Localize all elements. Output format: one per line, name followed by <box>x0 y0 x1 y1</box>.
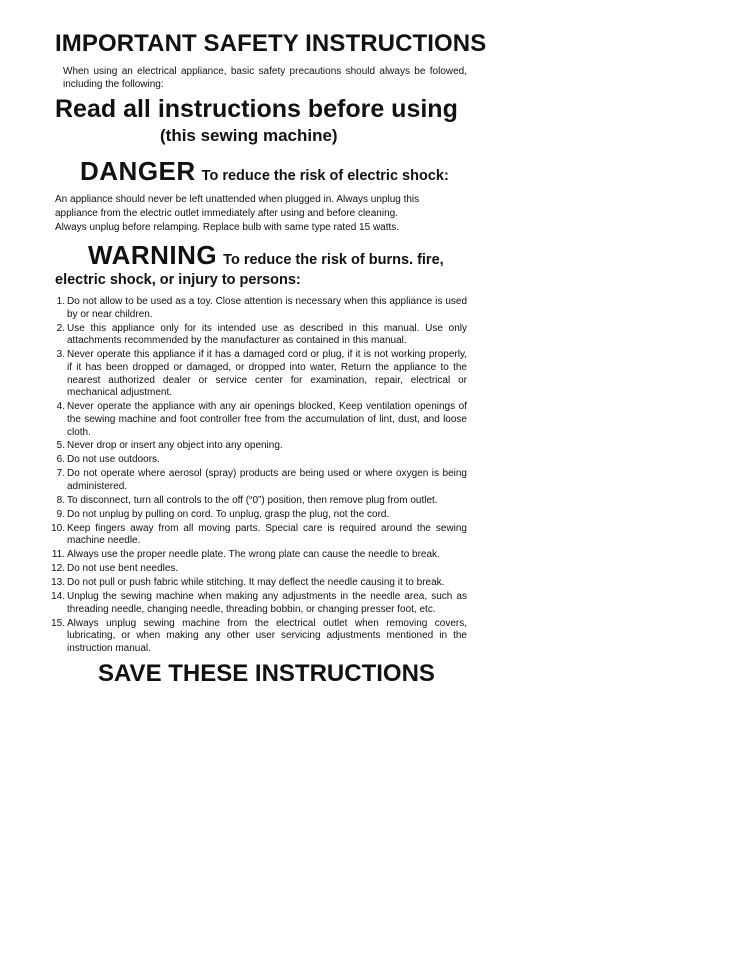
item-number: 6. <box>56 454 65 466</box>
list-item <box>55 440 467 453</box>
item-text: Do not unplug by pulling on cord. To unplug, grasp the plug, not the cord. <box>67 508 390 520</box>
item-number: 7. <box>56 468 65 480</box>
list-item <box>51 522 467 548</box>
item-text: To disconnect, turn all controls to the off (“0”) position, then remove plug from outlet. <box>67 494 438 506</box>
danger-line: Always unplug before relamping. Replace bulb with same type rated 15 watts. <box>55 222 400 233</box>
item-number: 9. <box>56 508 65 520</box>
instruction-list <box>51 296 467 656</box>
read-instructions-subheading: (this sewing machine) <box>160 126 338 145</box>
read-instructions-heading: Read all instructions before using <box>55 95 458 123</box>
item-text: Never operate the appliance with any air openings blocked, Keep ventilation openings of the sewing machine and foot controller free from the accumulation of lint, dust, and loose cloth. <box>67 401 467 438</box>
item-number: 10. <box>51 522 65 534</box>
page-title: IMPORTANT SAFETY INSTRUCTIONS <box>55 30 487 57</box>
warning-label: WARNING <box>88 240 218 270</box>
list-item <box>55 349 467 400</box>
list-item <box>55 509 467 522</box>
item-text: Do not allow to be used as a toy. Close attention is necessary when this appliance is used by or near children. <box>67 296 467 320</box>
item-text: Do not use bent needles. <box>67 563 179 575</box>
item-number: 15. <box>51 617 65 629</box>
item-text: Never operate this appliance if it has a damaged cord or plug, if it is not working properly, if it has been dropped or damaged, or dropped into water, Return the appliance to the nearest authorized dealer or service center for examination, repair, electrical or mechanical adjustment. <box>67 349 467 399</box>
list-item <box>55 323 467 348</box>
list-item <box>51 549 467 562</box>
list-item <box>51 577 467 590</box>
item-text: Do not pull or push fabric while stitching. It may deflect the needle causing it to break. <box>67 577 445 589</box>
list-item <box>55 401 467 439</box>
list-item <box>55 296 467 321</box>
save-instructions-footer: SAVE THESE INSTRUCTIONS <box>98 659 435 687</box>
list-item <box>51 617 467 656</box>
intro-paragraph: When using an electrical appliance, basic safety precautions should always be folowed, including the following: <box>63 66 467 90</box>
item-number: 2. <box>56 322 65 334</box>
list-item <box>51 590 467 616</box>
item-text: Always unplug sewing machine from the electrical outlet when removing covers, lubricating, or when making any other user servicing adjustments mentioned in the instruction manual. <box>67 617 467 654</box>
item-number: 14. <box>51 590 65 602</box>
item-number: 8. <box>56 494 65 506</box>
danger-tail: To reduce the risk of electric shock: <box>201 168 449 184</box>
item-number: 4. <box>56 401 65 413</box>
item-text: Unplug the sewing machine when making any adjustments in the needle area, such as threading needle, changing needle, threading bobbin, or changing presser foot, etc. <box>67 590 467 615</box>
warning-heading <box>88 240 467 272</box>
item-number: 1. <box>56 296 65 307</box>
list-item <box>55 454 467 467</box>
item-text: Do not operate where aerosol (spray) products are being used or where oxygen is being administered. <box>67 468 467 492</box>
item-text: Never drop or insert any object into any opening. <box>67 440 283 452</box>
list-item <box>55 495 467 508</box>
danger-line: appliance from the electric outlet immediately after using and before cleaning. <box>55 208 398 219</box>
item-text: Do not use outdoors. <box>67 454 160 466</box>
safety-instructions-page <box>51 30 487 688</box>
list-item <box>55 468 467 493</box>
item-text: Always use the proper needle plate. The wrong plate can cause the needle to break. <box>67 549 440 561</box>
item-number: 5. <box>56 440 65 452</box>
item-text: Use this appliance only for its intended use as described in this manual. Use only attachments recommended by the manufacturer as contained in this manual. <box>67 322 467 347</box>
warning-heading-line2: electric shock, or injury to persons: <box>55 272 301 288</box>
item-number: 13. <box>51 577 65 589</box>
warning-tail: To reduce the risk of burns. fire, <box>223 252 444 268</box>
danger-paragraph <box>55 193 467 235</box>
list-item <box>51 563 467 576</box>
danger-label: DANGER <box>80 156 196 186</box>
item-number: 11. <box>51 549 65 561</box>
item-text: Keep fingers away from all moving parts. Special care is required around the sewing machine needle. <box>67 522 467 547</box>
item-number: 3. <box>56 349 65 361</box>
danger-line: An appliance should never be left unattended when plugged in. Always unplug this <box>55 194 420 205</box>
danger-heading <box>80 157 467 190</box>
item-number: 12. <box>51 563 65 575</box>
